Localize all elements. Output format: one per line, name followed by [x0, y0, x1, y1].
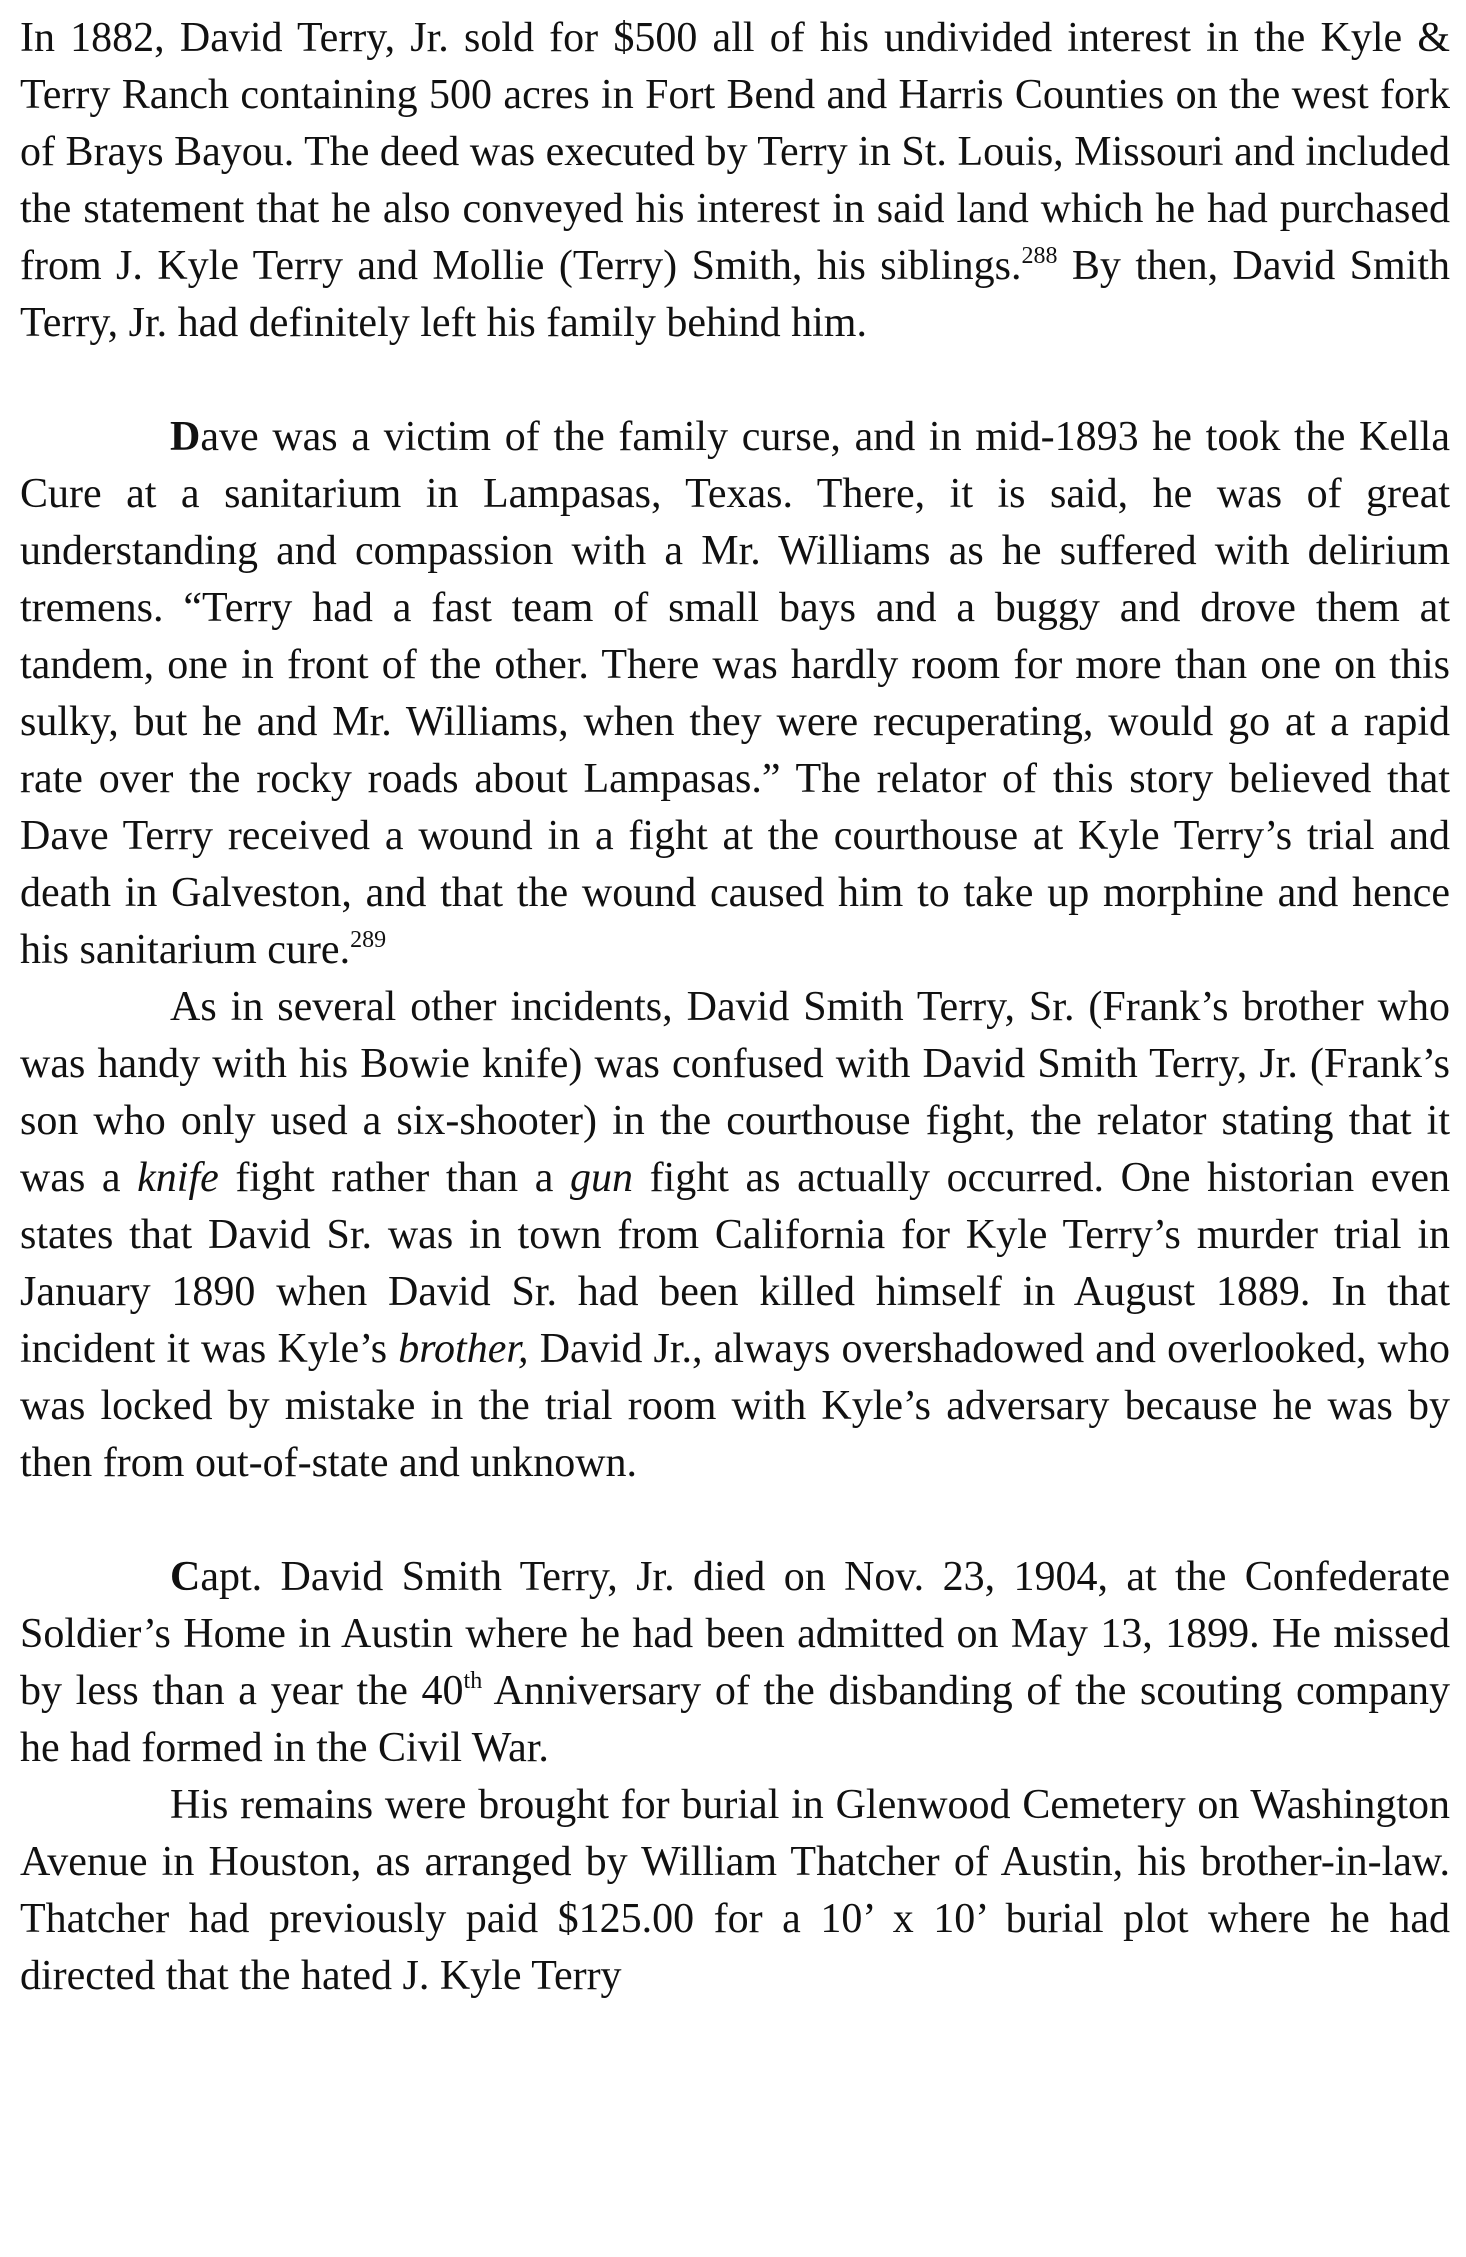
- paragraph-4: [20, 1549, 1450, 1777]
- initial-letter: D: [170, 414, 201, 460]
- text-run: His remains were brought for burial in Glenwood Cemetery on Washington Avenue in Houston, as arranged by William Thatcher of Austin, his brother-in-law. Thatcher had previously paid $125.00 for a 10’ x 10’ burial plot where he had directed that the hated J. Kyle Terry: [20, 1782, 1450, 1999]
- text-run: ave was a victim of the family curse, and in mid-1893 he took the Kella Cure at a sanitarium in Lampasas, Texas. There, it is said, he was of great understanding and compassion with a Mr. Williams as he suffered with delirium tremens. “Terry had a fast team of small bays and a buggy and drove them at tandem, one in front of the other. There was hardly room for more than one on this sulky, but he and Mr. Williams, when they were recuperating, would go at a rapid rate over the rocky roads about Lampasas.” The relator of this story believed that Dave Terry received a wound in a fight at the courthouse at Kyle Terry’s trial and death in Galveston, and that the wound caused him to take up morphine and hence his sanitarium cure.: [20, 414, 1450, 973]
- text-run: David Jr., always overshadowed and overlooked, who was locked by mistake in the trial room with Kyle’s adversary because he was by then from out-of-state and unknown.: [20, 1326, 1450, 1486]
- paragraph-1: [20, 10, 1450, 352]
- footnote-ref: th: [463, 1668, 483, 1694]
- footnote-ref: 289: [350, 927, 387, 953]
- text-run: Anniversary of the disbanding of the scouting company he had formed in the Civil War.: [20, 1668, 1450, 1771]
- initial-letter: C: [170, 1554, 201, 1600]
- text-run: In 1882, David Terry, Jr. sold for $500 all of his undivided interest in the Kyle & Terry Ranch containing 500 acres in Fort Bend and Harris Counties on the west fork of Brays Bayou. The deed was executed by Terry in St. Louis, Missouri and included the statement that he also conveyed his interest in said land which he had purchased from J. Kyle Terry and Mollie (Terry) Smith, his siblings.: [20, 15, 1450, 289]
- italic-text: gun: [569, 1155, 633, 1201]
- text-run: By then, David Smith Terry, Jr. had definitely left his family behind him.: [20, 243, 1450, 346]
- document-page: [20, 10, 1450, 2005]
- paragraph-5: [20, 1777, 1450, 2005]
- text-run: fight as actually occurred. One historian even states that David Sr. was in town from California for Kyle Terry’s murder trial in January 1890 when David Sr. had been killed himself in August 1889. In that incident it was Kyle’s: [20, 1155, 1451, 1372]
- text-run: As in several other incidents, David Smith Terry, Sr. (Frank’s brother who was handy with his Bowie knife) was confused with David Smith Terry, Jr. (Frank’s son who only used a six-shooter) in the courthouse fight, the relator stating that it was a: [20, 984, 1450, 1201]
- paragraph-3: [20, 979, 1450, 1492]
- paragraph-2: [20, 409, 1450, 979]
- italic-text: knife: [137, 1155, 219, 1201]
- footnote-ref: 288: [1021, 243, 1058, 269]
- text-run: fight rather than a: [218, 1155, 570, 1201]
- italic-text: brother,: [398, 1326, 529, 1372]
- text-run: apt. David Smith Terry, Jr. died on Nov. 23, 1904, at the Confederate Soldier’s Home in Austin where he had been admitted on May 13, 1899. He missed by less than a year the 40: [20, 1554, 1450, 1714]
